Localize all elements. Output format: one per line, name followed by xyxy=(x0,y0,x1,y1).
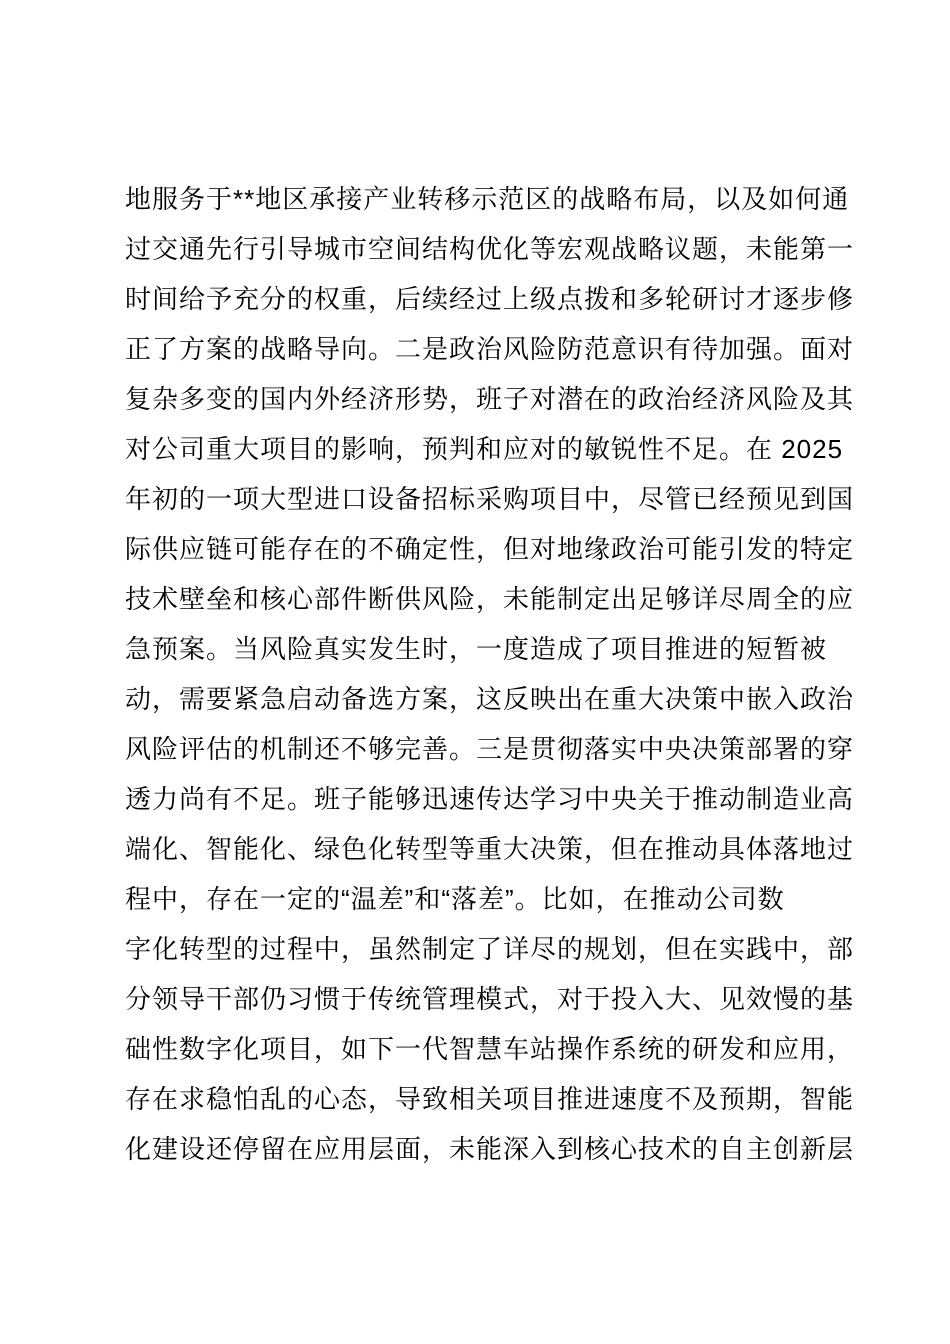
text-line: 程中，存在一定的“温差”和“落差”。比如，在推动公司数 xyxy=(125,884,785,914)
text-line: 础性数字化项目，如下一代智慧车站操作系统的研发和应用， xyxy=(125,1034,855,1064)
text-line: 正了方案的战略导向。二是政治风险防范意识有待加强。面对 xyxy=(125,334,855,364)
text-line: 存在求稳怕乱的心态，导致相关项目推进速度不及预期，智能 xyxy=(125,1084,855,1114)
text-line: 年初的一项大型进口设备招标采购项目中，尽管已经预见到国 xyxy=(125,484,855,514)
text-line: 透力尚有不足。班子能够迅速传达学习中央关于推动制造业高 xyxy=(125,784,855,814)
text-line: 技术壁垒和核心部件断供风险，未能制定出足够详尽周全的应 xyxy=(125,584,855,614)
text-line: 时间给予充分的权重，后续经过上级点拨和多轮研讨才逐步修 xyxy=(125,284,855,314)
paragraph xyxy=(125,174,855,1174)
text-line: 际供应链可能存在的不确定性，但对地缘政治可能引发的特定 xyxy=(125,534,855,564)
text-line: 分领导干部仍习惯于传统管理模式，对于投入大、见效慢的基 xyxy=(125,984,855,1014)
text-line: 端化、智能化、绿色化转型等重大决策，但在推动具体落地过 xyxy=(125,834,855,864)
text-line: 复杂多变的国内外经济形势，班子对潜在的政治经济风险及其 xyxy=(125,384,855,414)
text-line: 风险评估的机制还不够完善。三是贯彻落实中央决策部署的穿 xyxy=(125,734,855,764)
text-line: 化建设还停留在应用层面，未能深入到核心技术的自主创新层 xyxy=(125,1134,855,1164)
text-line: 对公司重大项目的影响，预判和应对的敏锐性不足。在 2025 xyxy=(125,434,844,464)
text-line: 字化转型的过程中，虽然制定了详尽的规划，但在实践中，部 xyxy=(125,934,855,964)
text-line: 过交通先行引导城市空间结构优化等宏观战略议题，未能第一 xyxy=(125,234,855,264)
text-line: 动，需要紧急启动备选方案，这反映出在重大决策中嵌入政治 xyxy=(125,684,855,714)
text-line: 急预案。当风险真实发生时，一度造成了项目推进的短暂被 xyxy=(125,634,828,664)
text-line: 地服务于**地区承接产业转移示范区的战略布局，以及如何通 xyxy=(125,184,850,214)
